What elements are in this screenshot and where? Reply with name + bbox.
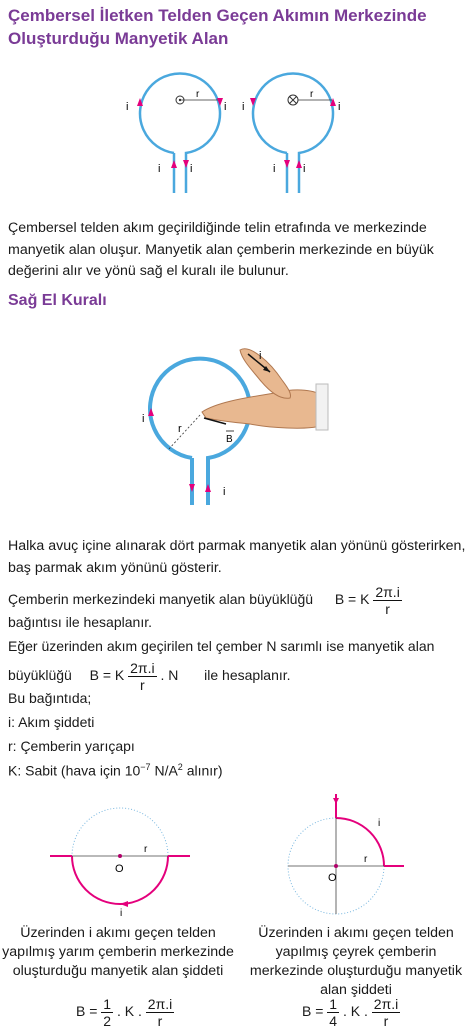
caption-right: Üzerinden i akımı geçen telden yapılmış çeyrek çemberin merkezinde oluşturduğu manyetik alan şiddeti <box>249 925 463 998</box>
hand-paragraph: Halka avuç içine alınarak dört parmak manyetik alan yönünü gösterirken, baş parmak akım yönünü gösterir. <box>8 538 466 576</box>
intro-paragraph: Çembersel telden akım geçirildiğinde telin etrafında ve merkezinde manyetik alan oluşur. Manyetik alan çemberin merkezinde en büyük değerini alır ve yönü sağ el kuralı ile bulunur. <box>8 220 434 279</box>
hand-i-top: i <box>259 350 262 362</box>
right-r-label: r <box>310 89 314 100</box>
half-r-label: r <box>144 844 148 855</box>
formula2-lhs: B = K <box>89 667 125 684</box>
buyuklugu-text: büyüklüğü <box>8 667 72 684</box>
right-i-label-in: i <box>338 101 341 113</box>
hand-r-label: r <box>178 423 182 435</box>
def-i: i: Akım şiddeti <box>8 714 95 730</box>
quarter-O-label: O <box>328 872 337 884</box>
left-loop-wire <box>140 73 220 193</box>
formula1-fraction: $\frac{2\pi.i}{r}$ <box>375 584 400 617</box>
formula2-line <box>8 660 291 693</box>
formula1-lhs: B = K <box>334 591 370 608</box>
bu-bagintida: Bu bağıntıda; <box>8 690 92 706</box>
loop-figure <box>120 58 360 198</box>
caption-left: Üzerinden i akımı geçen telden yapılmış yarım çemberin merkezinde oluşturduğu manyetik alan şiddeti <box>2 925 234 979</box>
center-text: Çemberin merkezindeki manyetik alan büyüklüğü <box>8 591 314 608</box>
right-i-label-out: i <box>242 101 245 113</box>
quarter-i-label: i <box>378 818 381 829</box>
left-arrow-down <box>183 160 189 168</box>
right-i-wire-1: i <box>273 163 276 175</box>
hand-loop-wire <box>150 359 250 505</box>
hand-i-left: i <box>142 413 145 425</box>
left-i-label-out: i <box>126 101 129 113</box>
hand-B-label: B <box>226 434 233 445</box>
nsarim-line: Eğer üzerinden akım geçirilen tel çember N sarımlı ise manyetik alan <box>8 638 435 654</box>
left-arrow-up <box>171 160 177 168</box>
def-r: r: Çemberin yarıçapı <box>8 738 135 754</box>
half-i-label: i <box>120 908 123 918</box>
formula-right: B = $\frac{1}{4}$ . K . $\frac{2\pi.i}{r}$ <box>302 996 399 1029</box>
bagintisi-line: bağıntısı ile hesaplanır. <box>8 614 152 630</box>
hesaplanir-text: ile hesaplanır. <box>204 667 291 684</box>
formula2-fraction: $\frac{2\pi.i}{r}$ <box>130 660 155 693</box>
half-O-label: O <box>115 863 124 875</box>
left-i-wire-2: i <box>190 163 193 175</box>
right-i-wire-2: i <box>303 163 306 175</box>
left-i-wire-1: i <box>158 163 161 175</box>
formula1-line <box>8 584 402 617</box>
hand-i-bottom: i <box>223 486 226 498</box>
left-r-label: r <box>196 89 200 100</box>
page-title: Çembersel İletken Telden Geçen Akımın Merkezinde Oluşturduğu Manyetik Alan <box>8 6 427 48</box>
quarter-r-label: r <box>364 854 368 865</box>
formula-left: B = $\frac{1}{2}$ . K . $\frac{2\pi.i}{r}$ <box>76 996 173 1029</box>
left-i-label-in: i <box>224 101 227 113</box>
def-k: K: Sabit (hava için $10^{-7}$ $N/A^2$ alınır) <box>8 762 223 779</box>
right-loop-wire <box>253 73 333 193</box>
quarter-arc <box>336 818 384 866</box>
formula2-tail: . N <box>160 667 179 684</box>
quarter-circle-figure <box>270 790 460 920</box>
half-circle-figure <box>40 800 230 918</box>
section-heading: Sağ El Kuralı <box>8 292 107 309</box>
right-hand-figure <box>120 330 340 510</box>
